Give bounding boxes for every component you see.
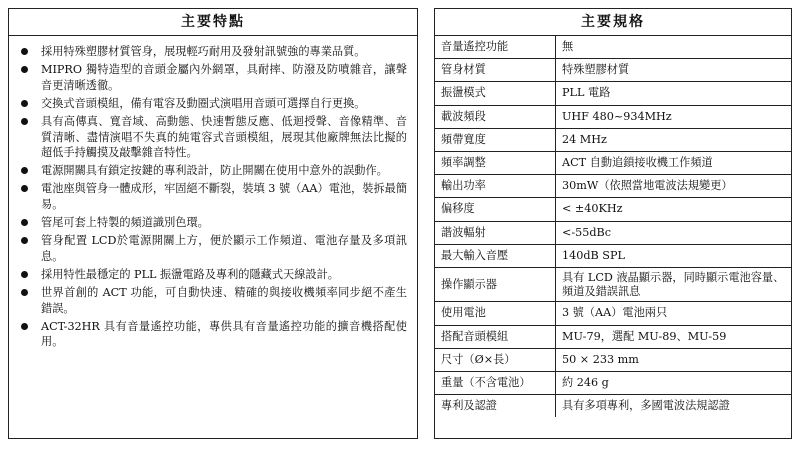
spec-value: 24 MHz xyxy=(556,128,792,151)
spec-label: 輸出功率 xyxy=(435,175,556,198)
bullet-icon xyxy=(21,167,28,174)
feature-item xyxy=(19,319,407,351)
bullet-icon xyxy=(21,271,28,278)
spec-label: 諧波輻射 xyxy=(435,221,556,244)
spec-value: 30mW（依照當地電波法規變更） xyxy=(556,175,792,198)
spec-label: 振盪模式 xyxy=(435,82,556,105)
spec-value: 無 xyxy=(562,40,574,54)
spec-row xyxy=(435,348,791,371)
spec-label: 管身材質 xyxy=(435,59,556,82)
bullet-icon xyxy=(21,219,28,226)
feature-item xyxy=(19,44,407,60)
bullet-icon xyxy=(21,48,28,55)
feature-item xyxy=(19,114,407,162)
spec-row xyxy=(435,175,791,198)
bullet-icon xyxy=(21,118,28,125)
spec-label: 尺寸（Ø×長） xyxy=(435,348,556,371)
spec-row xyxy=(435,395,791,418)
feature-item xyxy=(19,96,407,112)
feature-text: 電池座與管身一體成形，牢固絕不斷裂，裝填 3 號（AA）電池，裝拆最簡易。 xyxy=(41,182,408,212)
bullet-icon xyxy=(21,100,28,107)
spec-row xyxy=(435,36,791,59)
feature-text: 管身配置 LCD於電源開關上方，便於顯示工作頻道、電池存量及多項訊息。 xyxy=(41,233,407,263)
feature-text: MIPRO 獨特造型的音頭金屬內外網罩，具耐摔、防潑及防噴雜音，讓聲音更清晰透徹。 xyxy=(41,62,407,92)
spec-value: PLL 電路 xyxy=(556,82,792,105)
feature-text: 電源開關具有鎖定按鍵的專利設計，防止開關在使用中意外的誤動作。 xyxy=(41,164,388,178)
feature-item xyxy=(19,285,407,317)
spec-label: 專利及認證 xyxy=(435,395,556,418)
feature-text: 交換式音頭模組，備有電容及動圈式演唱用音頭可選擇自行更換。 xyxy=(41,96,366,110)
spec-value: UHF 480~934MHz xyxy=(556,105,792,128)
spec-row xyxy=(435,82,791,105)
bullet-icon xyxy=(21,323,28,330)
bullet-icon xyxy=(21,66,28,73)
spec-row xyxy=(435,151,791,174)
spec-value: 具有多項專利，多國電波法規認證 xyxy=(556,395,792,418)
specs-panel xyxy=(434,8,792,439)
spec-label: 音量遙控功能 xyxy=(435,36,556,59)
feature-item xyxy=(19,233,407,265)
spec-value: 50 × 233 mm xyxy=(556,348,792,371)
spec-label: 重量（不含電池） xyxy=(435,371,556,394)
spec-row xyxy=(435,59,791,82)
spec-value: ACT 自動追鎖接收機工作頻道 xyxy=(556,151,792,174)
feature-text: 世界首創的 ACT 功能，可自動快速、精確的與接收機頻率同步絕不產生錯誤。 xyxy=(41,285,407,315)
spec-value: < ±40KHz xyxy=(556,198,792,221)
spec-row xyxy=(435,105,791,128)
spec-label: 操作顯示器 xyxy=(435,267,556,302)
spec-row xyxy=(435,128,791,151)
feature-text: 採用特殊塑膠材質管身，展現輕巧耐用及發射訊號強的專業品質。 xyxy=(41,45,366,58)
features-title: 主要特點 xyxy=(9,9,417,36)
feature-text: ACT-32HR 具有音量遙控功能，專供具有音量遙控功能的擴音機搭配使用。 xyxy=(41,319,407,349)
feature-text: 採用特性最穩定的 PLL 振盪電路及專利的隱藏式天線設計。 xyxy=(41,267,339,281)
spec-value: 140dB SPL xyxy=(556,244,792,267)
bullet-icon xyxy=(21,185,28,192)
bullet-icon xyxy=(21,289,28,296)
spec-label: 偏移度 xyxy=(435,198,556,221)
features-list xyxy=(9,36,417,350)
feature-item xyxy=(19,215,407,231)
spec-row xyxy=(435,244,791,267)
feature-item xyxy=(19,181,407,213)
spec-value: MU-79，選配 MU-89、MU-59 xyxy=(556,325,792,348)
specs-table xyxy=(435,36,791,417)
spec-value: 特殊塑膠材質 xyxy=(556,59,792,82)
spec-label: 頻帶寬度 xyxy=(435,128,556,151)
spec-label: 載波頻段 xyxy=(435,105,556,128)
spec-row xyxy=(435,221,791,244)
feature-text: 管尾可套上特製的頻道識別色環。 xyxy=(41,216,209,230)
spec-row xyxy=(435,325,791,348)
spec-row xyxy=(435,267,791,302)
features-panel xyxy=(8,8,418,439)
spec-value: 約 246 g xyxy=(556,371,792,394)
specs-title: 主要規格 xyxy=(435,9,791,36)
spec-label: 搭配音頭模組 xyxy=(435,325,556,348)
spec-row xyxy=(435,198,791,221)
spec-value: <-55dBc xyxy=(556,221,792,244)
spec-row xyxy=(435,371,791,394)
spec-label: 頻率調整 xyxy=(435,151,556,174)
spec-value: 3 號（AA）電池兩只 xyxy=(556,302,792,325)
spec-row xyxy=(435,302,791,325)
spec-label: 使用電池 xyxy=(435,302,556,325)
feature-item xyxy=(19,163,407,179)
bullet-icon xyxy=(21,237,28,244)
feature-item xyxy=(19,267,407,283)
feature-item xyxy=(19,62,407,94)
spec-value: 具有 LCD 液晶顯示器，同時顯示電池容量、頻道及錯誤訊息 xyxy=(556,267,792,302)
spec-label: 最大輸入音壓 xyxy=(435,244,556,267)
feature-text: 具有高傳真、寬音域、高動態、快速暫態反應、低迴授聲、音像精準、音質清晰、盡情演唱不失真的純電容式音頭模組，展現其他廠牌無法比擬的超低手持觸摸及敲擊雜音特性。 xyxy=(41,114,407,160)
